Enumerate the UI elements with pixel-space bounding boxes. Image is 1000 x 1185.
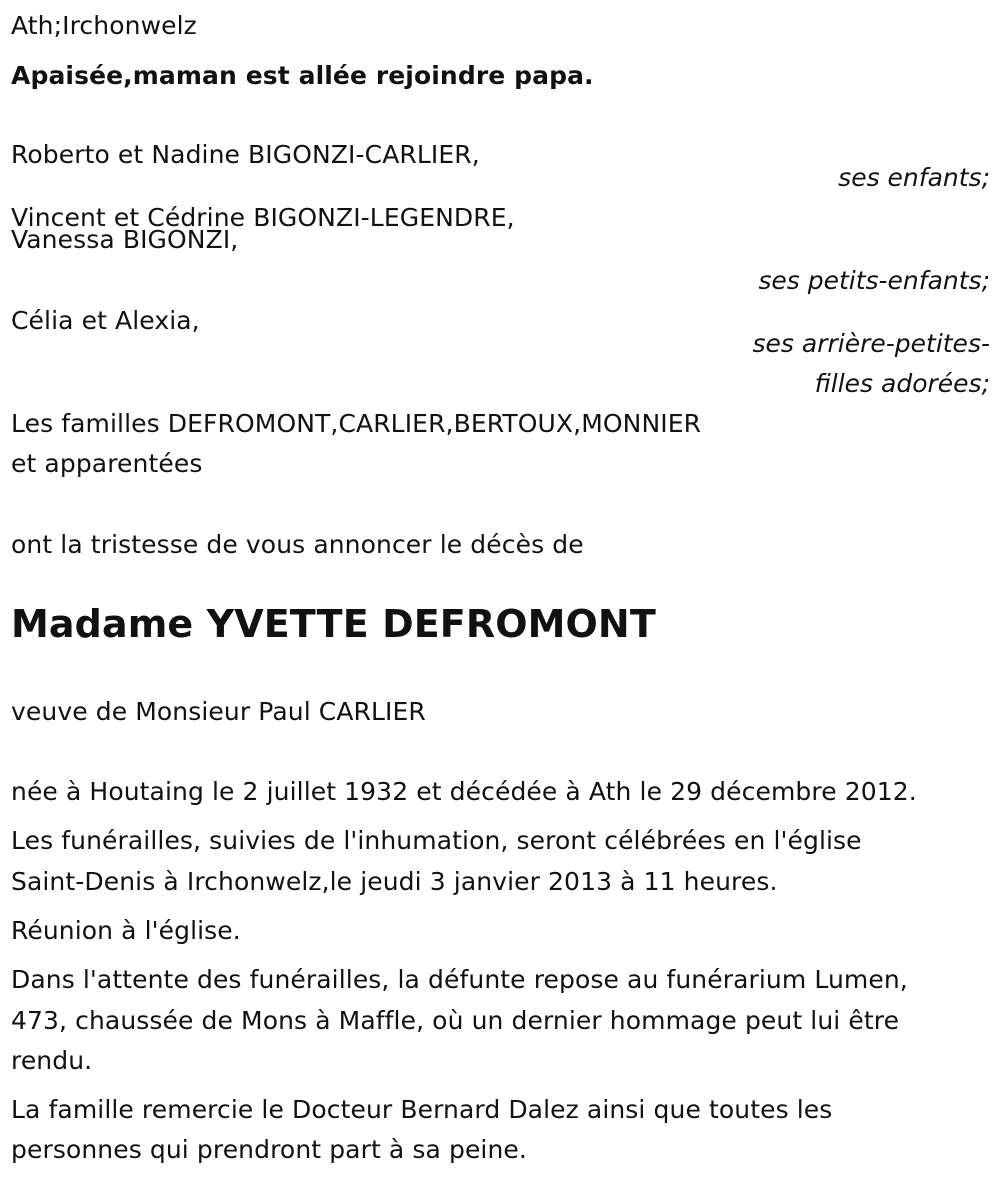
grandchildren-names-2: Vanessa BIGONZI, [11, 225, 239, 254]
funeral-line-2: Saint-Denis à Irchonwelz,le jeudi 3 janvier 2013 à 11 heures. [11, 867, 778, 896]
children-names: Roberto et Nadine BIGONZI-CARLIER, [11, 140, 480, 169]
funeral-line-1: Les funérailles, suivies de l'inhumation, seront célébrées en l'église [11, 826, 862, 855]
deceased-name: Madame YVETTE DEFROMONT [11, 602, 656, 646]
repose-line-1: Dans l'attente des funérailles, la défunte repose au funérarium Lumen, [11, 965, 908, 994]
widow-of: veuve de Monsieur Paul CARLIER [11, 697, 426, 726]
epitaph-quote: Apaisée,maman est allée rejoindre papa. [11, 61, 594, 90]
grandchildren-names-1: Vincent et Cédrine BIGONZI-LEGENDRE, [11, 203, 515, 232]
place-line: Ath;Irchonwelz [11, 11, 197, 40]
thanks-line-2: personnes qui prendront part à sa peine. [11, 1135, 527, 1164]
great-grandchildren-names: Célia et Alexia, [11, 306, 200, 335]
great-grandchildren-role-1: ses arrière-petites- [752, 329, 990, 358]
great-grandchildren-role-2: filles adorées; [814, 369, 990, 398]
repose-line-2: 473, chaussée de Mons à Maffle, où un dernier hommage peut lui être [11, 1006, 900, 1035]
repose-line-3: rendu. [11, 1046, 93, 1075]
children-role: ses enfants; [838, 163, 990, 192]
birth-death-line: née à Houtaing le 2 juillet 1932 et décédée à Ath le 29 décembre 2012. [11, 777, 917, 806]
families-line-2: et apparentées [11, 449, 203, 478]
meeting-line: Réunion à l'église. [11, 916, 241, 945]
grandchildren-role: ses petits-enfants; [758, 266, 990, 295]
thanks-line-1: La famille remercie le Docteur Bernard Dalez ainsi que toutes les [11, 1095, 833, 1124]
announcement-text: ont la tristesse de vous annoncer le décès de [11, 530, 584, 559]
families-line-1: Les familles DEFROMONT,CARLIER,BERTOUX,MONNIER [11, 409, 702, 438]
